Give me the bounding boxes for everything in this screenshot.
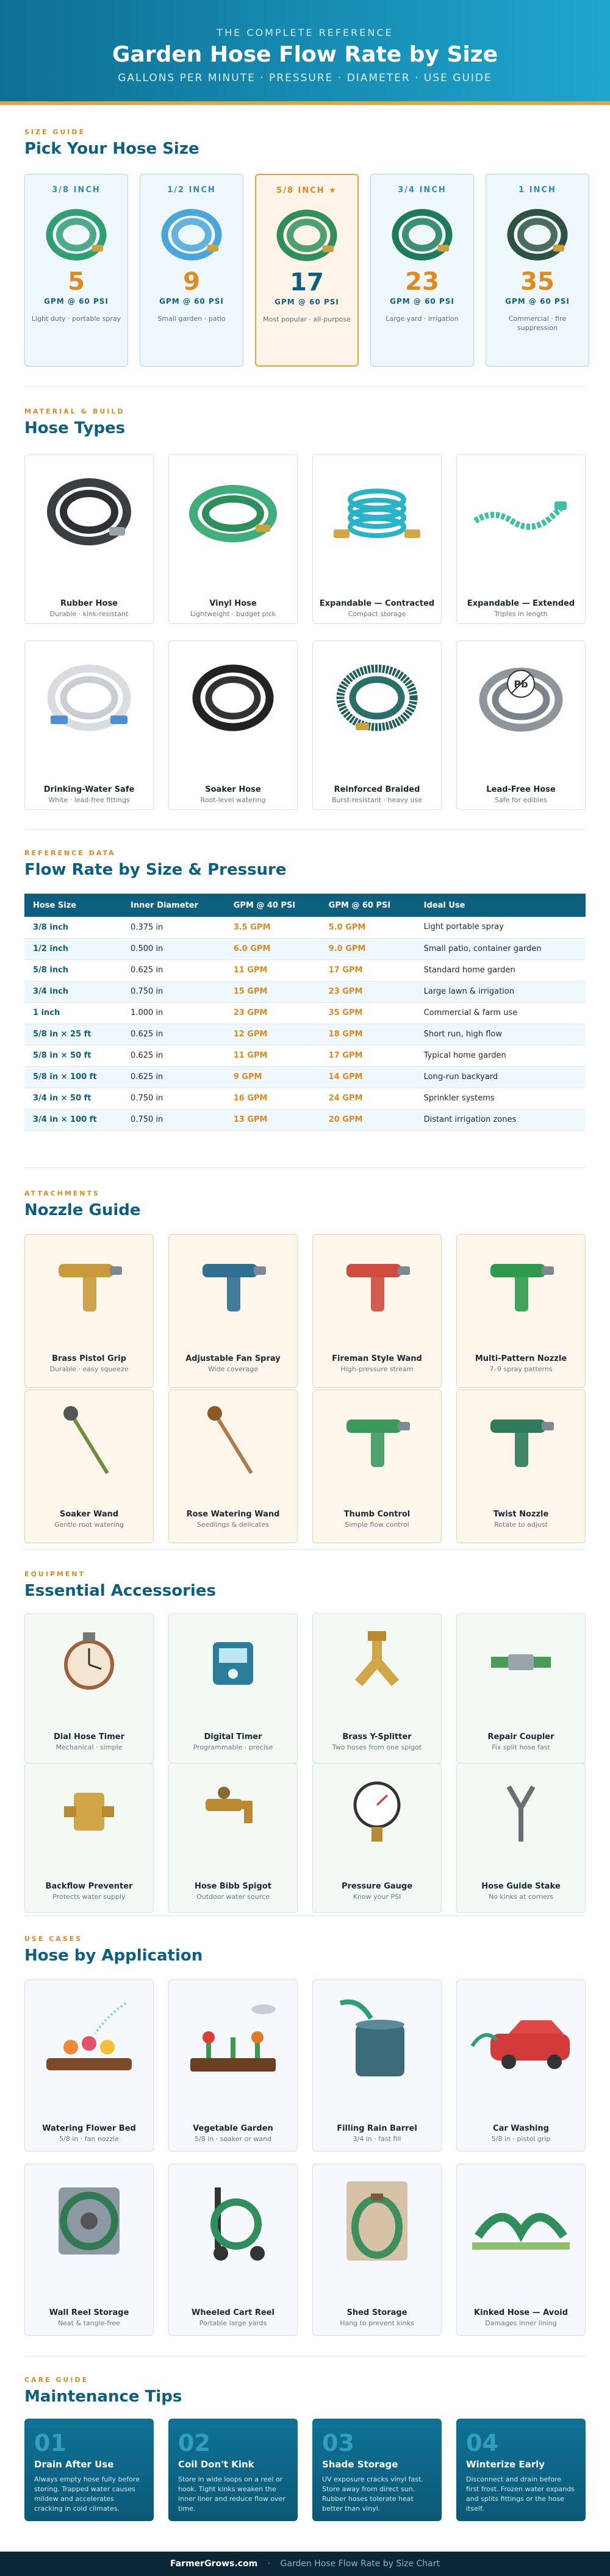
accessories-card[interactable] (456, 1763, 586, 1913)
tips-header (24, 2376, 586, 2406)
table-row (24, 1109, 586, 1130)
column-header: GPM @ 40 PSI (225, 894, 320, 917)
tip-text: Always empty hose fully before storing. Trapped water causes mildew and accelerates cracking in cold climates. (34, 2475, 140, 2513)
table-cell: 0.750 in (122, 981, 225, 1002)
table-cell: 0.625 in (122, 1024, 225, 1045)
digital-timer-icon (169, 1625, 297, 1698)
table-cell: 1/2 inch (24, 938, 122, 960)
fireman-style-wand-icon (313, 1246, 441, 1325)
twist-nozzle-icon (457, 1401, 585, 1480)
card-subtitle: Mechanical · simple (56, 1743, 123, 1751)
column-header: Ideal Use (415, 894, 586, 917)
filling-rain-barrel-icon (313, 1991, 441, 2083)
table-row (24, 981, 586, 1002)
table-cell: 1.000 in (122, 1002, 225, 1024)
divider (24, 1915, 586, 1916)
table-cell: 3/4 in × 100 ft (24, 1109, 122, 1130)
lead-free-badge: Pb (514, 678, 528, 690)
gpm-value: 35 (520, 268, 554, 296)
gpm-value: 23 (405, 268, 439, 296)
card-title: Dial Hose Timer (54, 1732, 124, 1742)
gpm-value: 9 (183, 268, 200, 296)
applications-title: Hose by Application (24, 1946, 203, 1965)
adjustable-fan-spray-icon (169, 1246, 297, 1325)
vinyl-hose-icon (169, 466, 297, 558)
column-header: Hose Size (24, 894, 122, 917)
divider (24, 1549, 586, 1550)
card-subtitle: Rotate to adjust (494, 1521, 548, 1529)
card-title: Soaker Wand (59, 1510, 119, 1519)
table-cell: 9 GPM (225, 1066, 320, 1088)
table-cell: 3/4 inch (24, 981, 122, 1002)
table-cell: 9.0 GPM (320, 938, 415, 960)
vegetable-garden-icon (169, 1991, 297, 2083)
card-subtitle: 5/8 in · fan nozzle (59, 2135, 119, 2143)
accessories-card[interactable] (24, 1763, 154, 1913)
footer-brand[interactable]: FarmerGrows.com (170, 2559, 258, 2569)
card-subtitle: Seedlings & delicates (196, 1521, 270, 1529)
types-card[interactable] (312, 454, 442, 624)
card-subtitle: Damages inner lining (485, 2319, 557, 2327)
table-row (24, 938, 586, 960)
card-title: Shed Storage (346, 2308, 407, 2317)
card-title: Rose Watering Wand (186, 1510, 280, 1519)
accessories-header (24, 1570, 586, 1600)
footer-separator: · (267, 2559, 271, 2569)
applications-eyebrow: USE CASES (24, 1935, 83, 1943)
table-cell: 5/8 in × 100 ft (24, 1066, 122, 1088)
tip-number: 02 (178, 2430, 210, 2456)
card-title: Digital Timer (204, 1732, 262, 1742)
card-subtitle: Portable large yards (199, 2319, 267, 2327)
card-subtitle: Neat & tangle-free (57, 2319, 121, 2327)
card-subtitle: 7–9 spray patterns (489, 1365, 553, 1373)
table-cell: Standard home garden (415, 960, 586, 981)
table-cell: 0.625 in (122, 1066, 225, 1088)
table-cell: 0.375 in (122, 917, 225, 938)
tip-number: 03 (322, 2430, 354, 2456)
table-cell: 24 GPM (320, 1088, 415, 1109)
size-note: Large yard · irrigation (386, 315, 459, 323)
table-cell: 0.625 in (122, 960, 225, 981)
size-guide-header (24, 128, 586, 158)
card-title: Wall Reel Storage (49, 2308, 129, 2317)
hose-coil-icon (158, 253, 225, 264)
table-cell: Long-run backyard (415, 1066, 586, 1088)
tip-card (312, 2419, 442, 2521)
table-cell: 18 GPM (320, 1024, 415, 1045)
card-title: Repair Coupler (487, 1732, 554, 1742)
card-title: Filling Rain Barrel (337, 2124, 417, 2133)
accessories-eyebrow: EQUIPMENT (24, 1570, 86, 1578)
applications-card[interactable] (312, 2164, 442, 2336)
table-cell: 0.750 in (122, 1109, 225, 1130)
table-cell: Commercial & farm use (415, 1002, 586, 1024)
card-subtitle: Programmable · precise (193, 1743, 273, 1751)
table-cell: Typical home garden (415, 1045, 586, 1066)
card-title: Brass Y-Splitter (342, 1732, 412, 1742)
types-card[interactable] (168, 454, 298, 624)
applications-card[interactable] (24, 2164, 154, 2336)
hose-guide-stake-icon (457, 1774, 585, 1848)
car-washing-icon (457, 1991, 585, 2083)
card-title: Pressure Gauge (341, 1882, 413, 1891)
table-cell: 1 inch (24, 1002, 122, 1024)
types-card[interactable] (24, 640, 154, 810)
table-cell: Distant irrigation zones (415, 1109, 586, 1130)
table-cell: 3/4 in × 50 ft (24, 1088, 122, 1109)
backflow-preventer-icon (25, 1774, 153, 1848)
card-title: Expandable — Contracted (319, 599, 435, 608)
soaker-hose-icon (169, 652, 297, 744)
table-cell: 17 GPM (320, 1045, 415, 1066)
table-cell: 13 GPM (225, 1109, 320, 1130)
gpm-value: 17 (290, 268, 324, 296)
size-card[interactable] (486, 174, 589, 367)
accessories-card[interactable] (168, 1613, 298, 1763)
gpm-unit: GPM @ 60 PSI (390, 297, 454, 306)
kinked-hose-avoid-icon (457, 2175, 585, 2267)
table-row (24, 1066, 586, 1088)
accessories-card[interactable] (24, 1613, 154, 1763)
table-cell: 5/8 in × 50 ft (24, 1045, 122, 1066)
hose-coil-icon (504, 253, 571, 264)
hose-coil-icon (389, 253, 456, 264)
hose-coil-icon (43, 253, 110, 264)
tip-number: 04 (466, 2430, 498, 2456)
drinking-water-hose-icon (25, 652, 153, 744)
card-subtitle: Lightweight · budget pick (190, 610, 276, 618)
table-row (24, 1002, 586, 1024)
card-title: Kinked Hose — Avoid (474, 2308, 568, 2317)
shed-storage-icon (313, 2175, 441, 2267)
nozzles-card[interactable] (312, 1234, 442, 1388)
accessories-card[interactable] (456, 1613, 586, 1763)
tip-title: Winterize Early (466, 2459, 545, 2470)
table-cell: Large lawn & irrigation (415, 981, 586, 1002)
watering-flower-bed-icon (25, 1991, 153, 2083)
accessories-card[interactable] (312, 1613, 442, 1763)
table-cell: 14 GPM (320, 1066, 415, 1088)
hero-kicker: THE COMPLETE REFERENCE (217, 27, 393, 38)
footer (0, 2552, 610, 2576)
tip-title: Drain After Use (34, 2459, 114, 2470)
table-cell: 23 GPM (225, 1002, 320, 1024)
table-cell: 3/8 inch (24, 917, 122, 938)
card-title: Thumb Control (343, 1510, 411, 1519)
applications-card[interactable] (456, 1979, 586, 2151)
size-label: 3/8 INCH (52, 185, 101, 195)
nozzles-card[interactable] (456, 1234, 586, 1388)
tip-number: 01 (34, 2430, 66, 2456)
card-subtitle: 3/4 in · fast fill (353, 2135, 401, 2143)
size-card[interactable] (370, 174, 474, 367)
table-cell: Sprinkler systems (415, 1088, 586, 1109)
flow-rate-table (24, 894, 586, 1131)
divider (24, 386, 586, 387)
nozzles-card[interactable] (24, 1234, 154, 1388)
flow-title: Flow Rate by Size & Pressure (24, 861, 287, 879)
tip-text: Disconnect and drain before first frost. Frozen water expands and splits fittings or the hose itself. (466, 2475, 575, 2513)
types-card[interactable] (456, 640, 586, 810)
card-subtitle: 5/8 in · soaker or wand (194, 2135, 272, 2143)
gpm-value: 5 (68, 268, 85, 296)
flow-eyebrow: REFERENCE DATA (24, 849, 116, 857)
table-cell: 5/8 in × 25 ft (24, 1024, 122, 1045)
card-title: Hose Bibb Spigot (195, 1882, 271, 1891)
applications-card[interactable] (168, 1979, 298, 2151)
tips-title: Maintenance Tips (24, 2388, 182, 2406)
hose-types-title: Hose Types (24, 419, 126, 437)
size-label: 1/2 INCH (167, 185, 216, 195)
accessories-card[interactable] (168, 1763, 298, 1913)
card-subtitle: High-pressure stream (340, 1365, 414, 1373)
lead-free-hose-icon (457, 652, 585, 744)
hose-types-eyebrow: MATERIAL & BUILD (24, 407, 125, 415)
nozzle-eyebrow: ATTACHMENTS (24, 1189, 100, 1197)
size-guide-title: Pick Your Hose Size (24, 140, 199, 158)
braided-hose-icon (313, 652, 441, 744)
column-header: GPM @ 60 PSI (320, 894, 415, 917)
table-cell: 5.0 GPM (320, 917, 415, 938)
nozzles-card[interactable] (24, 1390, 154, 1543)
types-card[interactable] (312, 640, 442, 810)
size-note: Light duty · portable spray (31, 315, 121, 323)
table-cell: 15 GPM (225, 981, 320, 1002)
rose-watering-wand-icon (169, 1401, 297, 1480)
card-title: Vegetable Garden (193, 2124, 273, 2133)
card-subtitle: Hang to prevent kinks (340, 2319, 414, 2327)
table-cell: 0.625 in (122, 1045, 225, 1066)
tip-text: UV exposure cracks vinyl fast. Store away from direct sun. Rubber hoses tolerate heat better than vinyl. (322, 2475, 423, 2513)
wall-reel-storage-icon (25, 2175, 153, 2267)
gpm-unit: GPM @ 60 PSI (159, 297, 224, 306)
hose-types-header (24, 407, 586, 437)
gpm-unit: GPM @ 60 PSI (505, 297, 570, 306)
card-title: Reinforced Braided (334, 785, 420, 794)
types-card[interactable] (168, 640, 298, 810)
gpm-unit: GPM @ 60 PSI (274, 298, 339, 306)
size-note: Commercial · fire suppression (508, 315, 567, 332)
expandable-extended-icon (457, 466, 585, 558)
hose-coil-icon (273, 253, 340, 265)
table-cell: 12 GPM (225, 1024, 320, 1045)
accessories-card[interactable] (312, 1763, 442, 1913)
card-subtitle: Durable · easy squeeze (49, 1365, 129, 1373)
card-subtitle: Wide coverage (207, 1365, 258, 1373)
card-title: Twist Nozzle (493, 1510, 549, 1519)
table-cell: 35 GPM (320, 1002, 415, 1024)
tip-card (456, 2419, 586, 2521)
tip-card (24, 2419, 154, 2521)
tips-eyebrow: CARE GUIDE (24, 2376, 89, 2384)
card-title: Hose Guide Stake (481, 1882, 561, 1891)
tip-card (168, 2419, 298, 2521)
table-cell: 16 GPM (225, 1088, 320, 1109)
dial-hose-timer-icon (25, 1625, 153, 1698)
table-row (24, 917, 586, 938)
card-subtitle: Protects water supply (52, 1893, 126, 1901)
table-row (24, 1024, 586, 1045)
card-subtitle: White · lead-free fittings (48, 796, 130, 804)
card-subtitle: Triples in length (494, 610, 548, 618)
brass-pistol-grip-icon (25, 1246, 153, 1325)
table-cell: 6.0 GPM (225, 938, 320, 960)
thumb-control-icon (313, 1401, 441, 1480)
tip-title: Coil Don't Kink (178, 2459, 254, 2470)
nozzle-header (24, 1189, 586, 1219)
size-label: 3/4 INCH (398, 185, 447, 195)
card-subtitle: Root-level watering (200, 796, 266, 804)
card-title: Vinyl Hose (209, 599, 257, 608)
divider (24, 829, 586, 830)
card-subtitle: Fix split hose fast (492, 1743, 550, 1751)
card-subtitle: Safe for edibles (495, 796, 547, 804)
card-subtitle: Durable · kink-resistant (49, 610, 129, 618)
table-cell: Light portable spray (415, 917, 586, 938)
size-guide-eyebrow: SIZE GUIDE (24, 128, 86, 136)
gpm-unit: GPM @ 60 PSI (44, 297, 109, 306)
size-note: Small garden · patio (157, 315, 226, 323)
card-subtitle: Simple flow control (345, 1521, 409, 1529)
hose-bibb-spigot-icon (169, 1774, 297, 1848)
rubber-hose-icon (25, 466, 153, 558)
expandable-contracted-icon (313, 466, 441, 558)
nozzles-card[interactable] (168, 1234, 298, 1388)
size-note: Most popular · all-purpose (263, 315, 351, 323)
brass-y-splitter-icon (313, 1625, 441, 1698)
size-label: 1 INCH (518, 185, 556, 195)
card-subtitle: No kinks at corners (488, 1893, 554, 1901)
card-subtitle: Two hoses from one spigot (332, 1743, 422, 1751)
card-title: Multi-Pattern Nozzle (475, 1354, 567, 1363)
types-card[interactable] (24, 454, 154, 624)
applications-card[interactable] (24, 1979, 154, 2151)
table-cell: 5/8 inch (24, 960, 122, 981)
table-cell: 0.500 in (122, 938, 225, 960)
table-cell: 3.5 GPM (225, 917, 320, 938)
card-subtitle: Burst-resistant · heavy use (332, 796, 422, 804)
size-label: 5/8 INCH ★ (276, 186, 337, 195)
table-row (24, 960, 586, 981)
card-title: Rubber Hose (60, 599, 118, 608)
size-card[interactable] (140, 174, 243, 367)
card-title: Car Washing (493, 2124, 549, 2133)
card-subtitle: Know your PSI (353, 1893, 401, 1901)
card-title: Adjustable Fan Spray (185, 1354, 281, 1363)
tip-text: Store in wide loops on a reel or hook. Tight kinks weaken the inner liner and reduce flow over time. (178, 2475, 285, 2513)
wheeled-cart-reel-icon (169, 2175, 297, 2267)
table-cell: Short run, high flow (415, 1024, 586, 1045)
card-subtitle: Compact storage (348, 610, 406, 618)
table-cell: Small patio, container garden (415, 938, 586, 960)
page-title: Garden Hose Flow Rate by Size (112, 42, 498, 67)
table-row (24, 1088, 586, 1109)
size-card[interactable] (255, 174, 359, 367)
card-title: Expandable — Extended (467, 599, 575, 608)
table-cell: 20 GPM (320, 1109, 415, 1130)
card-title: Wheeled Cart Reel (192, 2308, 274, 2317)
card-subtitle: 5/8 in · pistol grip (491, 2135, 551, 2143)
table-cell: 17 GPM (320, 960, 415, 981)
nozzles-card[interactable] (456, 1390, 586, 1543)
nozzles-card[interactable] (312, 1390, 442, 1543)
hero-subtitle: GALLONS PER MINUTE · PRESSURE · DIAMETER · USE GUIDE (118, 72, 492, 84)
card-title: Backflow Preventer (45, 1882, 133, 1891)
types-card[interactable] (456, 454, 586, 624)
pressure-gauge-icon (313, 1774, 441, 1848)
applications-header (24, 1935, 586, 1965)
nozzle-title: Nozzle Guide (24, 1201, 141, 1219)
size-card[interactable] (24, 174, 128, 367)
table-cell: 0.750 in (122, 1088, 225, 1109)
table-row (24, 1045, 586, 1066)
card-title: Fireman Style Wand (332, 1354, 422, 1363)
table-cell: 23 GPM (320, 981, 415, 1002)
tip-title: Shade Storage (322, 2459, 398, 2470)
card-subtitle: Outdoor water source (196, 1893, 270, 1901)
table-cell: 11 GPM (225, 1045, 320, 1066)
multi-pattern-nozzle-icon (457, 1246, 585, 1325)
card-title: Lead-Free Hose (486, 785, 556, 794)
hero-banner (0, 0, 610, 105)
applications-card[interactable] (312, 1979, 442, 2151)
accessories-title: Essential Accessories (24, 1582, 216, 1600)
soaker-wand-icon (25, 1401, 153, 1480)
applications-card[interactable] (168, 2164, 298, 2336)
footer-text: Garden Hose Flow Rate by Size Chart (280, 2559, 440, 2569)
repair-coupler-icon (457, 1625, 585, 1698)
card-title: Brass Pistol Grip (52, 1354, 126, 1363)
column-header: Inner Diameter (122, 894, 225, 917)
table-cell: 11 GPM (225, 960, 320, 981)
applications-card[interactable] (456, 2164, 586, 2336)
card-title: Drinking-Water Safe (43, 785, 135, 794)
nozzles-card[interactable] (168, 1390, 298, 1543)
card-title: Watering Flower Bed (42, 2124, 136, 2133)
card-subtitle: Gentle root watering (54, 1521, 124, 1529)
card-title: Soaker Hose (205, 785, 261, 794)
flow-table-header (24, 849, 586, 879)
